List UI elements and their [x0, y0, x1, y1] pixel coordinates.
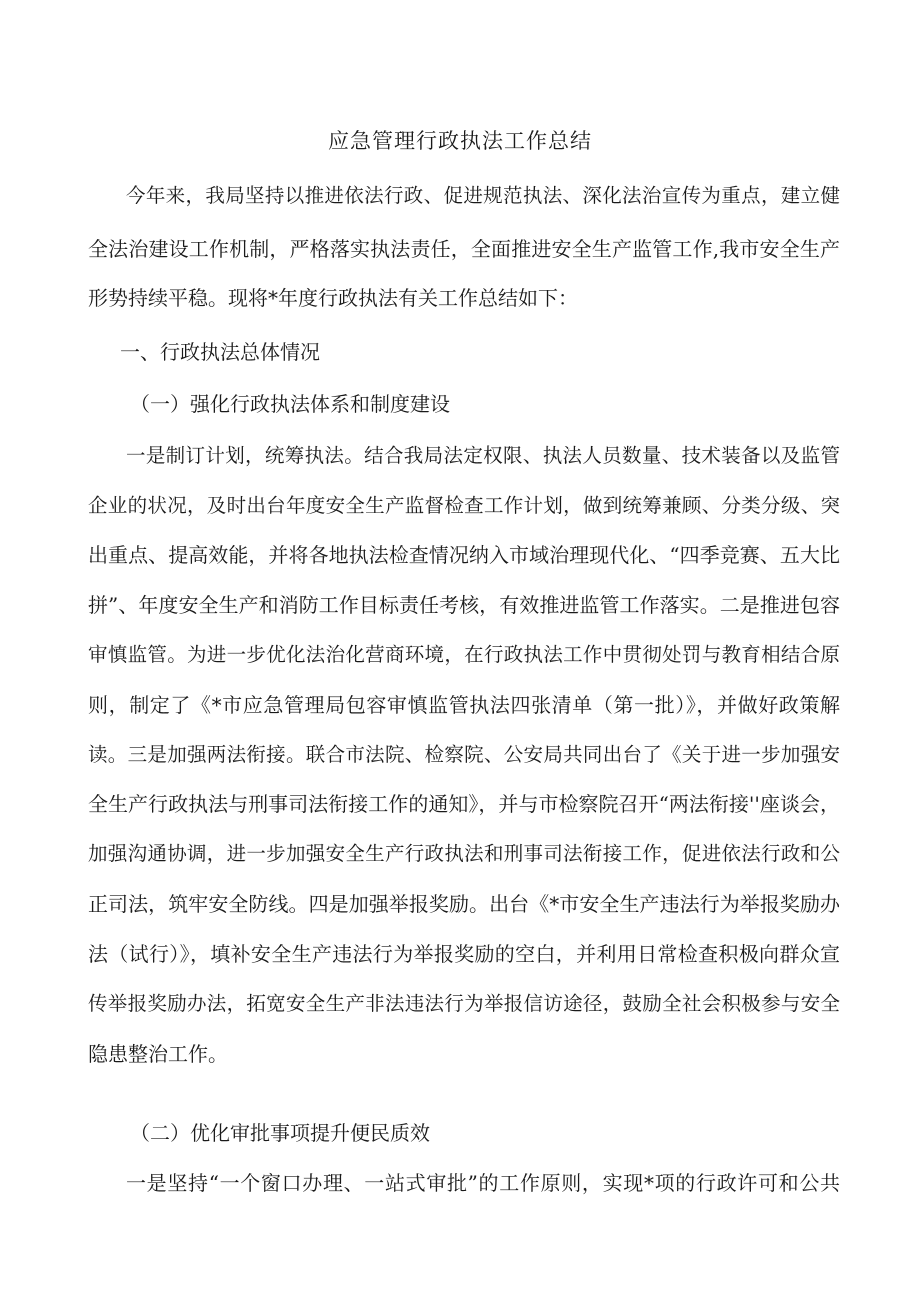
body-line: 企业的状况，及时出台年度安全生产监督检查工作计划，做到统筹兼顾、分类分级、突: [88, 494, 840, 517]
body-line: 传举报奖励办法，拓宽安全生产非法违法行为举报信访途径，鼓励全社会积极参与安全: [88, 992, 840, 1015]
document-title: 应急管理行政执法工作总结: [328, 129, 592, 153]
subsection-heading: （一）强化行政执法体系和制度建设: [130, 392, 450, 416]
body-line: 隐患整治工作。: [88, 1042, 228, 1066]
body-line: 加强沟通协调，进一步加强安全生产行政执法和刑事司法衔接工作，促进依法行政和公: [88, 842, 840, 865]
body-line: 则，制定了《*市应急管理局包容审慎监管执法四张清单（第一批）》，并做好政策解: [88, 693, 840, 717]
body-line: 一是坚持“一个窗口办理、一站式审批”的工作原则，实现*项的行政许可和公共: [126, 1171, 840, 1195]
body-line: 全生产行政执法与刑事司法衔接工作的通知》，并与市检察院召开“两法衔接''座谈会，: [88, 792, 840, 816]
subsection-heading: （二）优化审批事项提升便民质效: [130, 1121, 430, 1145]
body-line: 法（试行）》，填补安全生产违法行为举报奖励的空白，并利用日常检查积极向群众宣: [88, 942, 840, 966]
body-line: 读。三是加强两法衔接。联合市法院、检察院、公安局共同出台了《关于进一步加强安: [88, 743, 840, 766]
body-line: 审慎监管。为进一步优化法治化营商环境，在行政执法工作中贯彻处罚与教育相结合原: [88, 643, 840, 666]
intro-line: 今年来，我局坚持以推进依法行政、促进规范执法、深化法治宣传为重点，建立健: [126, 184, 840, 207]
body-line: 出重点、提高效能，并将各地执法检查情况纳入市域治理现代化、“四季竞赛、五大比: [88, 543, 840, 567]
body-line: 拼”、年度安全生产和消防工作目标责任考核，有效推进监管工作落实。二是推进包容: [88, 593, 840, 617]
body-line: 一是制订计划，统筹执法。结合我局法定权限、执法人员数量、技术装备以及监管: [126, 444, 840, 467]
intro-line: 形势持续平稳。现将*年度行政执法有关工作总结如下：: [88, 286, 578, 310]
section-heading: 一、行政执法总体情况: [120, 340, 320, 364]
body-line: 正司法，筑牢安全防线。四是加强举报奖励。出台《*市安全生产违法行为举报奖励办: [88, 892, 840, 916]
intro-line: 全法治建设工作机制，严格落实执法责任，全面推进安全生产监管工作,我市安全生产: [88, 237, 840, 261]
